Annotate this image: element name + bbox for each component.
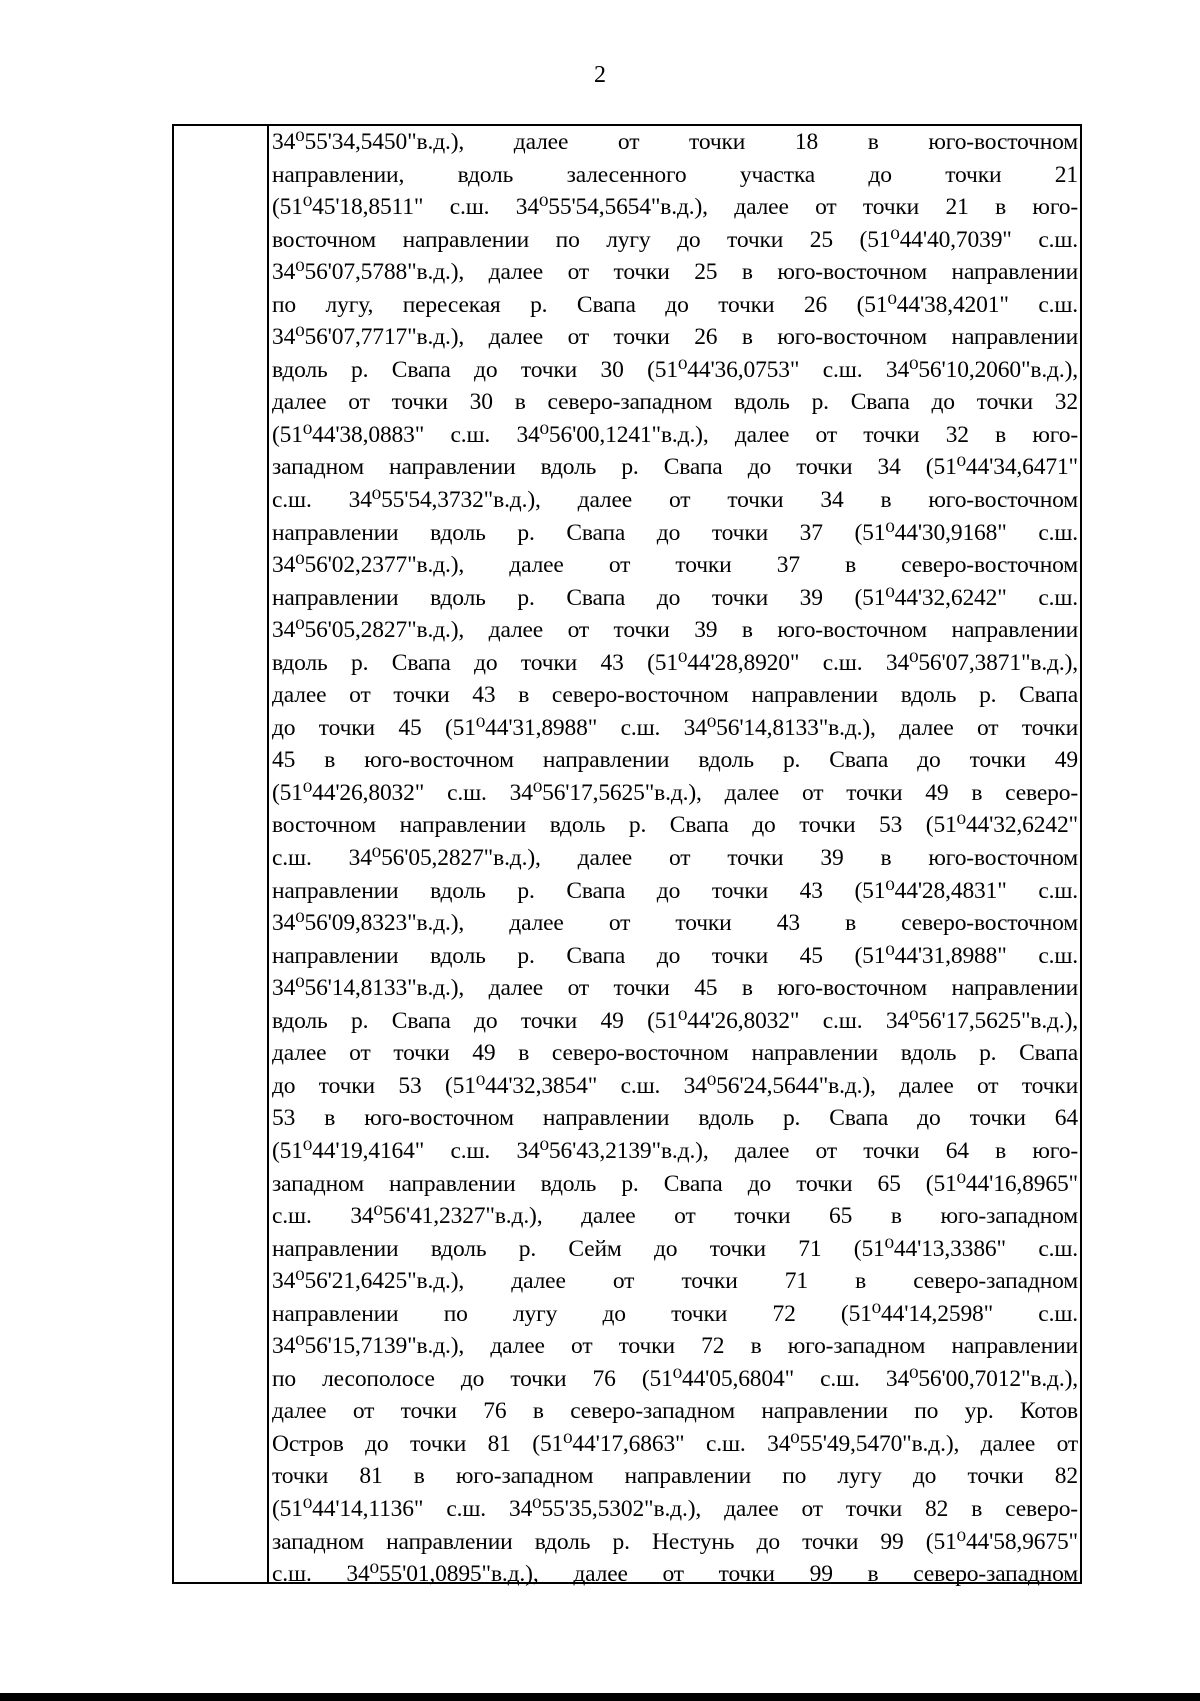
text-line: (51⁰44'38,0883" с.ш. 34⁰56'00,1241"в.д.), далее от точки 32 в юго- — [272, 421, 1078, 448]
text-line: 34⁰56'05,2827"в.д.), далее от точки 39 в юго-восточном направлении — [272, 617, 1078, 644]
text-line: (51⁰45'18,8511" с.ш. 34⁰55'54,5654"в.д.), далее от точки 21 в юго- — [272, 194, 1078, 221]
text-line: с.ш. 34⁰56'41,2327"в.д.), далее от точки 65 в юго-западном — [272, 1203, 1078, 1230]
boundary-description-table — [172, 124, 1082, 1588]
column-divider — [267, 126, 269, 1582]
text-line: западном направлении вдоль р. Свапа до точки 65 (51⁰44'16,8965" — [272, 1170, 1078, 1197]
text-line: вдоль р. Свапа до точки 49 (51⁰44'26,8032" с.ш. 34⁰56'17,5625"в.д.), — [272, 1007, 1078, 1034]
text-line: (51⁰44'19,4164" с.ш. 34⁰56'43,2139"в.д.), далее от точки 64 в юго- — [272, 1137, 1078, 1164]
text-line: 34⁰56'15,7139"в.д.), далее от точки 72 в юго-западном направлении — [272, 1333, 1078, 1360]
text-line: направлении вдоль р. Свапа до точки 37 (51⁰44'30,9168" с.ш. — [272, 519, 1078, 546]
text-line: с.ш. 34⁰55'01,0895"в.д.), далее от точки 99 в северо-западном — [272, 1561, 1078, 1588]
text-line: 34⁰56'14,8133"в.д.), далее от точки 45 в юго-восточном направлении — [272, 975, 1078, 1002]
text-line: далее от точки 43 в северо-восточном направлении вдоль р. Свапа — [272, 682, 1078, 709]
text-line: 45 в юго-восточном направлении вдоль р. Свапа до точки 49 — [272, 747, 1078, 774]
text-line: направлении вдоль р. Свапа до точки 43 (51⁰44'28,4831" с.ш. — [272, 877, 1078, 904]
text-line: направлении, вдоль залесенного участка до точки 21 — [272, 161, 1078, 188]
page-number: 2 — [594, 62, 606, 88]
text-line: (51⁰44'14,1136" с.ш. 34⁰55'35,5302"в.д.), далее от точки 82 в северо- — [272, 1495, 1078, 1522]
scan-bottom-edge — [0, 1693, 1200, 1701]
boundary-description-cell — [272, 126, 1078, 1591]
text-line: точки 81 в юго-западном направлении по лугу до точки 82 — [272, 1463, 1078, 1490]
text-line: далее от точки 30 в северо-западном вдоль р. Свапа до точки 32 — [272, 389, 1078, 416]
text-line: 34⁰56'21,6425"в.д.), далее от точки 71 в северо-западном — [272, 1268, 1078, 1295]
text-line: восточном направлении вдоль р. Свапа до точки 53 (51⁰44'32,6242" — [272, 812, 1078, 839]
text-line: направлении вдоль р. Сейм до точки 71 (51⁰44'13,3386" с.ш. — [272, 1235, 1078, 1262]
text-line: 34⁰56'07,5788"в.д.), далее от точки 25 в юго-восточном направлении — [272, 259, 1078, 286]
text-line: с.ш. 34⁰56'05,2827"в.д.), далее от точки 39 в юго-восточном — [272, 845, 1078, 872]
text-line: до точки 53 (51⁰44'32,3854" с.ш. 34⁰56'24,5644"в.д.), далее от точки — [272, 1072, 1078, 1099]
text-line: направлении вдоль р. Свапа до точки 39 (51⁰44'32,6242" с.ш. — [272, 584, 1078, 611]
text-line: 34⁰56'09,8323"в.д.), далее от точки 43 в северо-восточном — [272, 910, 1078, 937]
text-line: направлении по лугу до точки 72 (51⁰44'14,2598" с.ш. — [272, 1300, 1078, 1327]
text-line: по лесополосе до точки 76 (51⁰44'05,6804" с.ш. 34⁰56'00,7012"в.д.), — [272, 1365, 1078, 1392]
text-line: 34⁰56'02,2377"в.д.), далее от точки 37 в северо-восточном — [272, 552, 1078, 579]
text-line: восточном направлении по лугу до точки 25 (51⁰44'40,7039" с.ш. — [272, 226, 1078, 253]
text-line: 53 в юго-восточном направлении вдоль р. Свапа до точки 64 — [272, 1105, 1078, 1132]
text-line: по лугу, пересекая р. Свапа до точки 26 (51⁰44'38,4201" с.ш. — [272, 291, 1078, 318]
text-line: западном направлении вдоль р. Свапа до точки 34 (51⁰44'34,6471" — [272, 454, 1078, 481]
text-line: Остров до точки 81 (51⁰44'17,6863" с.ш. 34⁰55'49,5470"в.д.), далее от — [272, 1430, 1078, 1457]
text-line: с.ш. 34⁰55'54,3732"в.д.), далее от точки 34 в юго-восточном — [272, 487, 1078, 514]
text-line: направлении вдоль р. Свапа до точки 45 (51⁰44'31,8988" с.ш. — [272, 942, 1078, 969]
text-line: вдоль р. Свапа до точки 43 (51⁰44'28,8920" с.ш. 34⁰56'07,3871"в.д.), — [272, 649, 1078, 676]
text-line: (51⁰44'26,8032" с.ш. 34⁰56'17,5625"в.д.), далее от точки 49 в северо- — [272, 779, 1078, 806]
text-line: 34⁰56'07,7717"в.д.), далее от точки 26 в юго-восточном направлении — [272, 324, 1078, 351]
text-line: 34⁰55'34,5450"в.д.), далее от точки 18 в юго-восточном — [272, 129, 1078, 155]
text-line: вдоль р. Свапа до точки 30 (51⁰44'36,0753" с.ш. 34⁰56'10,2060"в.д.), — [272, 356, 1078, 383]
text-line: западном направлении вдоль р. Нестунь до точки 99 (51⁰44'58,9675" — [272, 1528, 1078, 1555]
text-line: далее от точки 49 в северо-восточном направлении вдоль р. Свапа — [272, 1040, 1078, 1067]
text-line: далее от точки 76 в северо-западном направлении по ур. Котов — [272, 1398, 1078, 1425]
text-line: до точки 45 (51⁰44'31,8988" с.ш. 34⁰56'14,8133"в.д.), далее от точки — [272, 714, 1078, 741]
